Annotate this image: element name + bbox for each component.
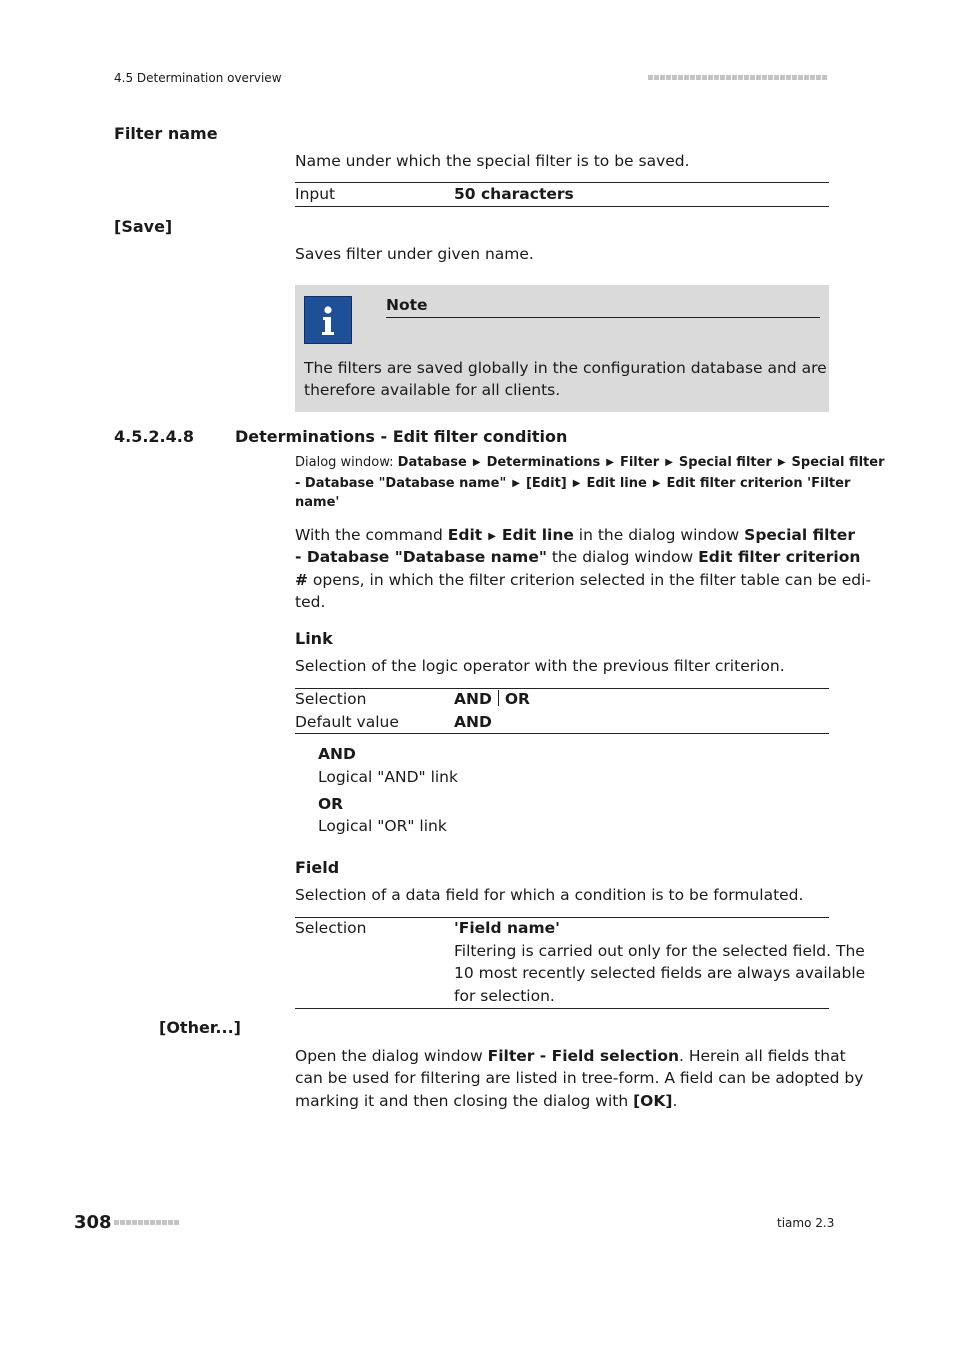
input-value: 50 characters (454, 185, 574, 203)
table-rule (295, 182, 829, 183)
intro-line-2: - Database "Database name" the dialog window Edit filter criterion (295, 548, 861, 566)
or-option-title: OR (318, 795, 344, 813)
table-rule (295, 1008, 829, 1009)
page-number: 308 (74, 1212, 112, 1233)
product-name: tiamo 2.3 (777, 1216, 835, 1230)
field-selection-label: Selection (295, 919, 367, 937)
footer-decoration (114, 1220, 180, 1227)
table-rule (295, 688, 829, 689)
and-option-description: Logical "AND" link (318, 768, 458, 786)
link-selection-values: AND OR (454, 690, 530, 708)
note-line-1: The filters are saved globally in the configuration database and are (304, 359, 827, 377)
note-rule (386, 317, 820, 318)
field-selection-value: 'Field name' (454, 919, 560, 937)
save-description: Saves filter under given name. (295, 245, 534, 263)
field-detail-3: for selection. (454, 987, 555, 1005)
other-line-1: Open the dialog window Filter - Field selection. Herein all fields that (295, 1047, 846, 1065)
input-label: Input (295, 185, 336, 203)
section-title: Determinations - Edit filter condition (235, 427, 568, 446)
filter-name-description: Name under which the special filter is to be saved. (295, 152, 690, 170)
note-line-2: therefore available for all clients. (304, 381, 561, 399)
link-heading: Link (295, 629, 333, 648)
header-decoration (648, 75, 828, 82)
link-description: Selection of the logic operator with the previous filter criterion. (295, 657, 785, 675)
table-rule (295, 917, 829, 918)
table-rule (295, 733, 829, 734)
note-title: Note (386, 296, 428, 314)
info-icon (304, 296, 352, 344)
field-description: Selection of a data field for which a condition is to be formulated. (295, 886, 804, 904)
field-heading: Field (295, 858, 340, 877)
other-heading: [Other...] (159, 1018, 241, 1037)
link-default-label: Default value (295, 713, 399, 731)
dialog-path-line-3: name' (295, 495, 340, 510)
other-line-2: can be used for filtering are listed in tree-form. A field can be adopted by (295, 1069, 864, 1087)
other-line-3: marking it and then closing the dialog with [OK]. (295, 1092, 678, 1110)
and-option-title: AND (318, 745, 356, 763)
link-default-value: AND (454, 713, 492, 731)
dialog-path-line-2: - Database "Database name" ▶ [Edit] ▶ Edit line ▶ Edit filter criterion 'Filter (295, 476, 851, 491)
field-detail-2: 10 most recently selected fields are always available (454, 964, 866, 982)
or-option-description: Logical "OR" link (318, 817, 447, 835)
save-heading: [Save] (114, 217, 173, 236)
intro-line-3: # opens, in which the filter criterion selected in the filter table can be edi- (295, 571, 872, 589)
intro-line-1: With the command Edit ▶ Edit line in the dialog window Special filter (295, 526, 855, 544)
dialog-path-line-1: Dialog window: Database ▶ Determinations ▶ Filter ▶ Special filter ▶ Special filter (295, 455, 885, 470)
section-number: 4.5.2.4.8 (114, 427, 194, 446)
field-detail-1: Filtering is carried out only for the selected field. The (454, 942, 865, 960)
intro-line-4: ted. (295, 593, 326, 611)
filter-name-heading: Filter name (114, 124, 218, 143)
running-header: 4.5 Determination overview (114, 71, 282, 85)
table-rule (295, 206, 829, 207)
link-selection-label: Selection (295, 690, 367, 708)
